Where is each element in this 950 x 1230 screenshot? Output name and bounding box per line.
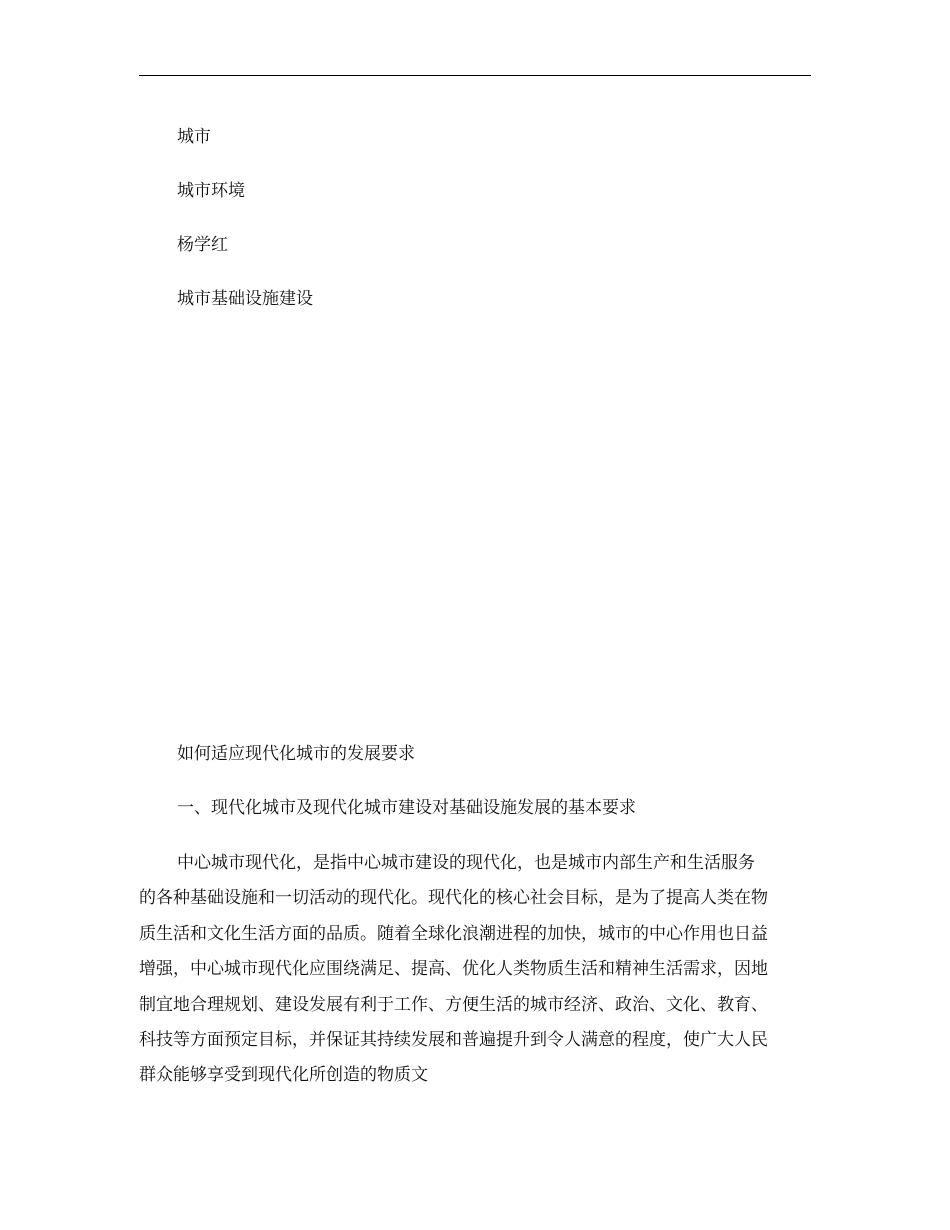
keyword-city: 城市 <box>177 127 211 147</box>
body-paragraph: 中心城市现代化，是指中心城市建设的现代化，也是城市内部生产和生活服务的各种基础设施和一切活动的现代化。现代化的核心社会目标，是为了提高人类在物质生活和文化生活方面的品质。随着全球化浪潮进程的加快，城市的中心作用也日益增强，中心城市现代化应围绕满足、提高、优化人类物质生活和精神生活需求，因地制宜地合理规划、建设发展有利于工作、方便生活的城市经济、政治、文化、教育、科技等方面预定目标，并保证其持续发展和普遍提升到令人满意的程度，使广大人民群众能够享受到现代化所创造的物质文 <box>139 853 768 1086</box>
author-name: 杨学红 <box>177 235 228 255</box>
section-heading: 一、现代化城市及现代化城市建设对基础设施发展的基本要求 <box>177 798 636 818</box>
article-title: 如何适应现代化城市的发展要求 <box>177 744 415 764</box>
keyword-urban-environment: 城市环境 <box>177 181 245 201</box>
header-rule <box>139 75 811 76</box>
keyword-infrastructure: 城市基础设施建设 <box>177 289 313 309</box>
